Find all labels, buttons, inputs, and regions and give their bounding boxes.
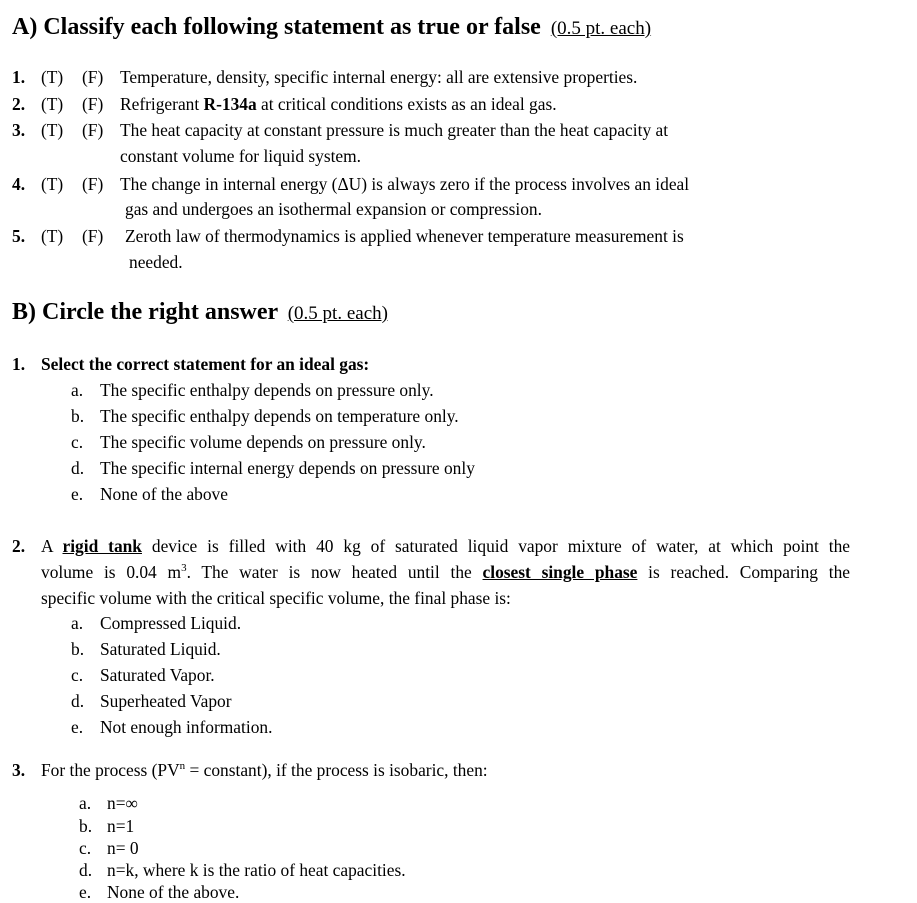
b-q1-option-c-letter[interactable]: c. — [71, 432, 84, 452]
b-q1-option-a-letter[interactable]: a. — [71, 380, 84, 400]
item-number: 1. — [12, 67, 26, 87]
text-run: is reached. Comparing the — [637, 562, 851, 582]
item-number: 4. — [12, 174, 26, 194]
b-q1-number: 1. — [12, 354, 26, 374]
text-run: volume is 0.04 m — [41, 562, 182, 582]
a-item-1-false-option[interactable]: (F) — [82, 67, 104, 87]
b-q2-option-c-letter[interactable]: c. — [71, 665, 84, 685]
b-q3-option-c[interactable]: n= 0 — [107, 838, 139, 858]
b-q2-option-b[interactable]: Saturated Liquid. — [100, 639, 221, 659]
a-item-3 — [12, 120, 25, 141]
part-b-title: B) Circle the right answer — [12, 299, 278, 325]
b-q1-option-b-letter[interactable]: b. — [71, 406, 85, 426]
b-q1-option-a[interactable]: The specific enthalpy depends on pressure only. — [100, 380, 434, 400]
item-number: 3. — [12, 120, 26, 140]
b-q2-option-d[interactable]: Superheated Vapor — [100, 691, 232, 711]
b-q2-line1 — [41, 536, 850, 557]
a-item-1-true-option[interactable]: (T) — [41, 67, 64, 87]
b-q3-option-d[interactable]: n=k, where k is the ratio of heat capacities. — [107, 860, 406, 880]
b-q3-option-a-letter[interactable]: a. — [79, 793, 92, 813]
text-run: . The water is now heated until the — [186, 562, 483, 582]
b-q1-option-e[interactable]: None of the above — [100, 484, 228, 504]
refrigerant-name: R-134a — [203, 94, 257, 114]
a-item-3-text-line1: The heat capacity at constant pressure is much greater than the heat capacity at — [120, 120, 669, 140]
b-q2-option-b-letter[interactable]: b. — [71, 639, 85, 659]
b-q2-line2 — [41, 562, 850, 583]
text-run: A — [41, 536, 63, 556]
part-a-heading — [12, 14, 651, 41]
a-item-3-text-line2: constant volume for liquid system. — [120, 146, 362, 166]
a-item-3-false-option[interactable]: (F) — [82, 120, 104, 140]
b-q2-option-e-letter[interactable]: e. — [71, 717, 84, 737]
text-run: Refrigerant — [120, 94, 204, 114]
part-b-points: (0.5 pt. each) — [287, 303, 388, 324]
a-item-5-text-line1: Zeroth law of thermodynamics is applied whenever temperature measurement is — [125, 226, 684, 246]
item-number: 2. — [12, 94, 26, 114]
rigid-tank-emphasis: rigid tank — [62, 536, 142, 556]
part-a-points: (0.5 pt. each) — [550, 18, 652, 39]
a-item-4-false-option[interactable]: (F) — [82, 174, 104, 194]
b-q3-option-e-letter[interactable]: e. — [79, 882, 92, 902]
closest-single-phase-emphasis: closest single phase — [482, 562, 638, 582]
text-run: device is filled with 40 kg of saturated liquid vapor mixture of water, at which point the — [141, 536, 850, 556]
b-q2-option-d-letter[interactable]: d. — [71, 691, 85, 711]
b-q3-option-e[interactable]: None of the above. — [107, 882, 240, 902]
a-item-2-true-option[interactable]: (T) — [41, 94, 64, 114]
a-item-4 — [12, 174, 25, 195]
a-item-5-false-option[interactable]: (F) — [82, 226, 104, 246]
text-run: at critical conditions exists as an ideal gas. — [256, 94, 557, 114]
b-q1-option-b[interactable]: The specific enthalpy depends on temperature only. — [100, 406, 459, 426]
a-item-4-text-line1: The change in internal energy (ΔU) is always zero if the process involves an ideal — [120, 174, 690, 194]
b-q1-option-d-letter[interactable]: d. — [71, 458, 85, 478]
b-q1-option-c[interactable]: The specific volume depends on pressure only. — [100, 432, 426, 452]
b-q3-option-b[interactable]: n=1 — [107, 816, 135, 836]
superscript: n — [179, 760, 186, 773]
b-q2-line3: specific volume with the critical specific volume, the final phase is: — [41, 588, 511, 608]
item-number: 5. — [12, 226, 26, 246]
b-q3-option-b-letter[interactable]: b. — [79, 816, 93, 836]
b-q1-option-d[interactable]: The specific internal energy depends on pressure only — [100, 458, 475, 478]
b-q2-option-a[interactable]: Compressed Liquid. — [100, 613, 242, 633]
part-b-heading — [12, 299, 388, 326]
a-item-2-false-option[interactable]: (F) — [82, 94, 104, 114]
a-item-5-true-option[interactable]: (T) — [41, 226, 64, 246]
b-q1-option-e-letter[interactable]: e. — [71, 484, 84, 504]
a-item-1-text: Temperature, density, specific internal energy: all are extensive properties. — [120, 67, 638, 87]
a-item-2-text — [120, 94, 557, 115]
a-item-4-true-option[interactable]: (T) — [41, 174, 64, 194]
b-q2-option-e[interactable]: Not enough information. — [100, 717, 273, 737]
superscript: 3 — [181, 562, 187, 575]
a-item-5-text-line2: needed. — [129, 252, 183, 272]
b-q3-option-c-letter[interactable]: c. — [79, 838, 92, 858]
b-q3-option-d-letter[interactable]: d. — [79, 860, 93, 880]
b-q2-option-c[interactable]: Saturated Vapor. — [100, 665, 215, 685]
text-run: For the process (PV — [41, 760, 180, 780]
b-q2-number: 2. — [12, 536, 26, 556]
b-q2-option-a-letter[interactable]: a. — [71, 613, 84, 633]
a-item-3-true-option[interactable]: (T) — [41, 120, 64, 140]
b-q3-number: 3. — [12, 760, 26, 780]
b-q1-stem: Select the correct statement for an ideal gas: — [41, 354, 370, 374]
part-a-title: A) Classify each following statement as true or false — [12, 14, 541, 40]
b-q3-option-a[interactable]: n=∞ — [107, 793, 138, 813]
b-q3-stem — [41, 760, 488, 781]
a-item-5 — [12, 226, 25, 247]
a-item-2 — [12, 94, 25, 115]
text-run: = constant), if the process is isobaric, then: — [185, 760, 488, 780]
a-item-4-text-line2: gas and undergoes an isothermal expansion or compression. — [125, 199, 542, 219]
a-item-1 — [12, 67, 25, 88]
